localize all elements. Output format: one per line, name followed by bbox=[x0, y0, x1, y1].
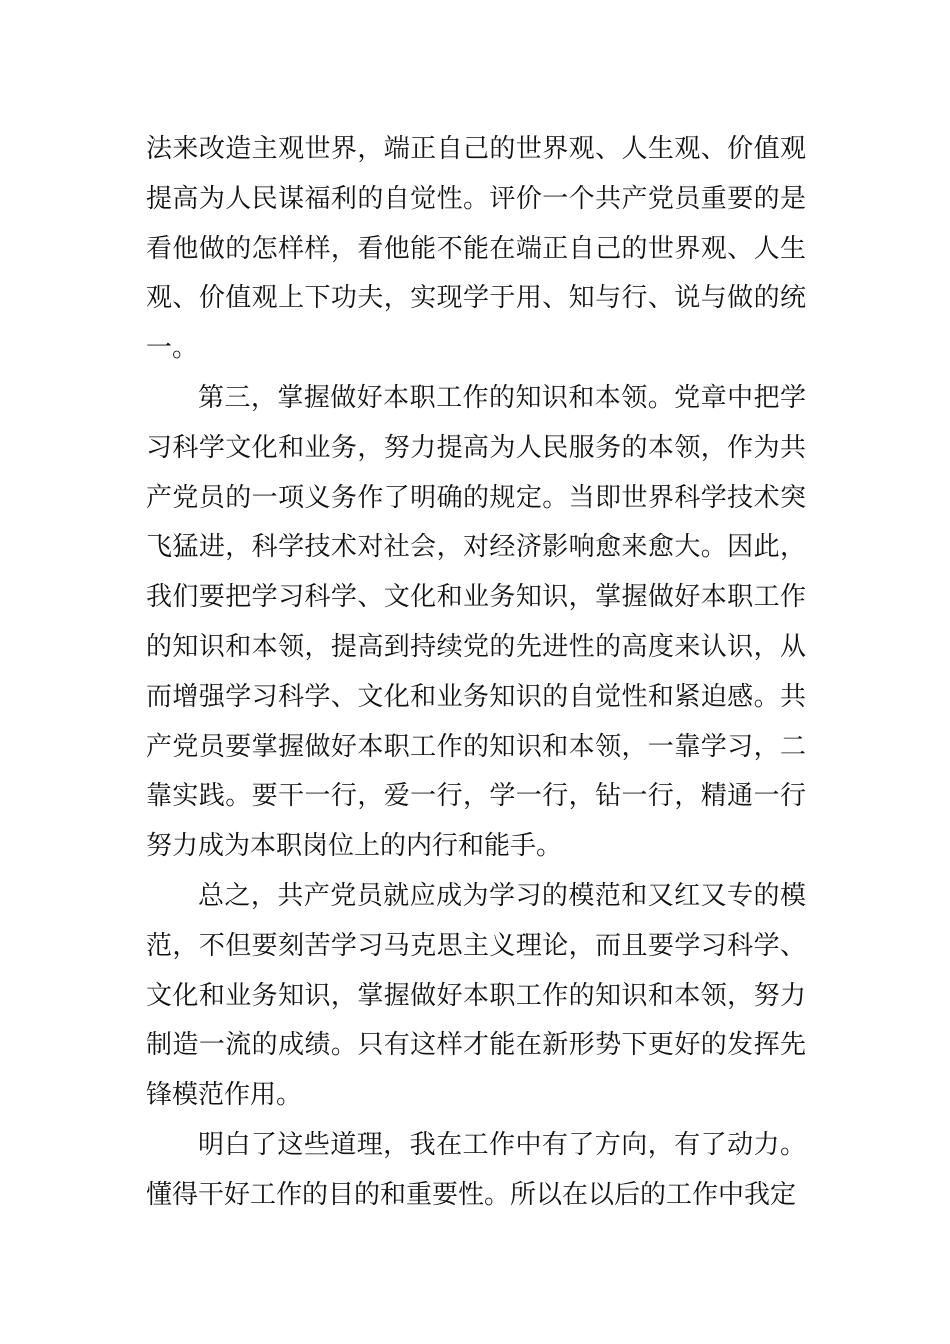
paragraph-reflection: 明白了这些道理，我在工作中有了方向，有了动力。懂得干好工作的目的和重要性。所以在以后的工作中我定 bbox=[146, 1129, 806, 1210]
paragraph-continuation: 法来改造主观世界，端正自己的世界观、人生观、价值观提高为人民谋福利的自觉性。评价一个共产党员重要的是看他做的怎样样，看他能不能在端正自己的世界观、人生观、价值观上下功夫，实现学于用、知与行、说与做的统一。 bbox=[146, 134, 806, 364]
paragraph-third-point: 第三，掌握做好本职工作的知识和本领。党章中把学习科学文化和业务，努力提高为人民服务的本领，作为共产党员的一项义务作了明确的规定。当即世界科学技术突飞猛进，科学技术对社会，对经济影响愈来愈大。因此，我们要把学习科学、文化和业务知识，掌握做好本职工作的知识和本领，提高到持续党的先进性的高度来认识，从而增强学习科学、文化和业务知识的自觉性和紧迫感。共产党员要掌握做好本职工作的知识和本领，一靠学习，二靠实践。要干一行，爱一行，学一行，钻一行，精通一行努力成为本职岗位上的内行和能手。 bbox=[146, 382, 806, 862]
body-text bbox=[146, 125, 806, 1221]
paragraph-summary: 总之，共产党员就应成为学习的模范和又红又专的模范，不但要刻苦学习马克思主义理论，而且要学习科学、文化和业务知识，掌握做好本职工作的知识和本领，努力制造一流的成绩。只有这样才能在新形势下更好的发挥先锋模范作用。 bbox=[146, 880, 806, 1111]
